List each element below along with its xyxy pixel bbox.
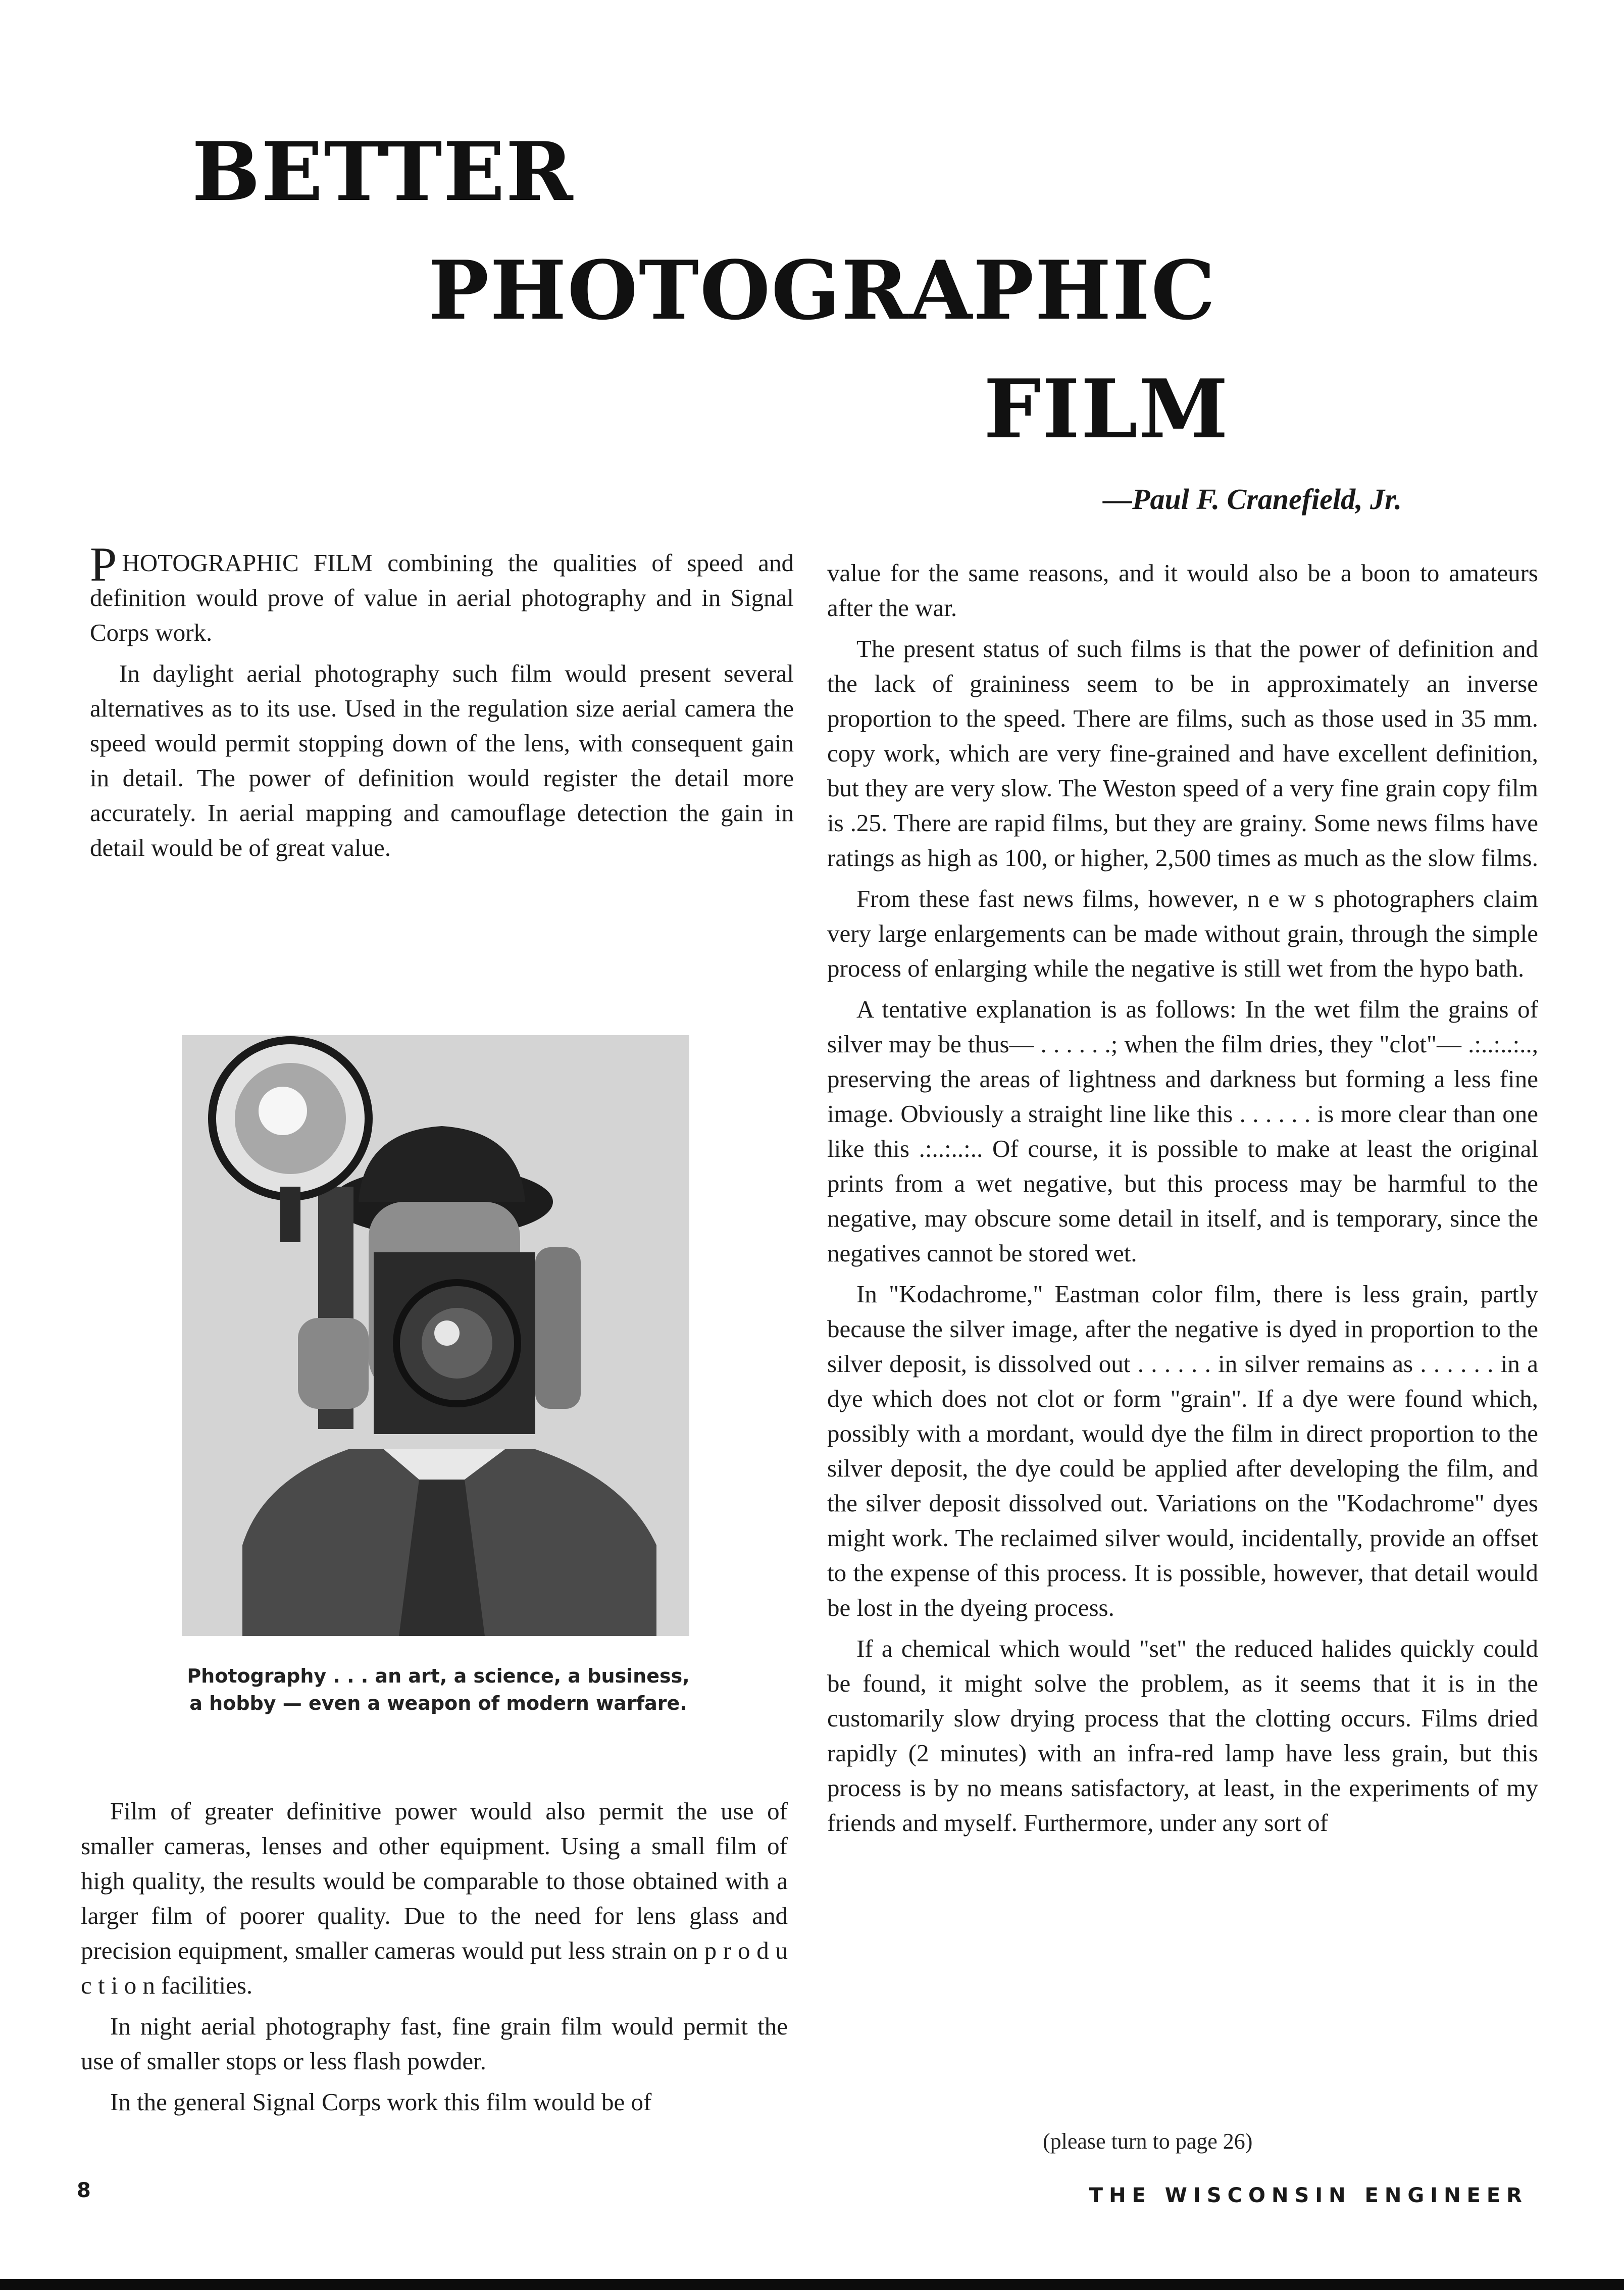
paragraph: In the general Signal Corps work this film would be of	[110, 2088, 652, 2116]
page-number: 8	[77, 2179, 91, 2202]
left-column-bottom	[81, 1794, 788, 2125]
right-column	[827, 555, 1538, 1846]
opening-paragraph	[90, 537, 794, 650]
photo-illustration	[182, 1035, 689, 1636]
left-column-top	[90, 537, 794, 871]
opening-paragraph-text: HOTOGRAPHIC FILM combining the qualities of speed and definition would prove of value in aerial photography and in Signal Corps work.	[90, 549, 794, 646]
bottom-rule	[0, 2279, 1624, 2290]
paragraph: If a chemical which would "set" the reduced halides quickly could be found, it might solve the problem, as it seems that it is in the customarily slow drying process that the clotting occurs. Films dried rapidly (2 minutes) with an infra-red lamp have less grain, but this process is by no means satisfactory, at least, in the experiments of my friends and myself. Furthermore, under any sort of	[827, 1635, 1538, 1837]
paragraph: In daylight aerial photography such film would present several alternatives as to its use. Used in the regulation size aerial camera the speed would permit stopping down of the lens, with consequent gain in detail. The power of definition would register the detail more accurately. In aerial mapping and camouflage detection the gain in detail would be of great value.	[90, 659, 794, 861]
paragraph: The present status of such films is that the power of definition and the lack of graininess seem to be in approximately an inverse proportion to the speed. There are films, such as those used in 35 mm. copy work, which are very fine-grained and have excellent definition, but they are very slow. The Weston speed of a very fine grain copy film is .25. There are rapid films, but they are grainy. Some news films have ratings as high as 100, or higher, 2,500 times as much as the slow films.	[827, 635, 1538, 872]
paragraph: Film of greater definitive power would also permit the use of smaller cameras, lenses and other equipment. Using a small film of high quality, the results would be comparable to those obtained with a larger film of poorer quality. Due to the need for lens glass and precision equipment, smaller cameras would put less strain on p r o d u c t i o n facilities.	[81, 1797, 788, 1999]
photograph-man-with-camera	[182, 1035, 689, 1636]
paragraph: From these fast news films, however, n e w s photographers claim very large enlargements can be made without grain, through the simple process of enlarging while the negative is still wet from the hypo bath.	[827, 885, 1538, 982]
paragraph: In night aerial photography fast, fine grain film would permit the use of smaller stops or less flash powder.	[81, 2012, 788, 2075]
continuation-note: (please turn to page 26)	[1043, 2129, 1253, 2154]
paragraph: A tentative explanation is as follows: In the wet film the grains of silver may be thus— . . . . . .; when the film dries, they "clot"— .:..:..:.., preserving the areas of lightness and darkness but forming a less fine image. Obviously a straight line like this . . . . . . is more clear than one like this .:..:..:.. Of course, it is possible to make at least the original prints from a wet negative, but this process may be harmful to the negative, may obscure some detail in itself, and is temporary, since the negatives cannot be stored wet.	[827, 995, 1538, 1267]
drop-cap: P	[90, 537, 117, 591]
paragraph: value for the same reasons, and it would also be a boon to amateurs after the war.	[827, 559, 1538, 622]
photo-caption: Photography . . . an art, a science, a business, a hobby — even a weapon of modern warfare.	[187, 1665, 690, 1714]
publication-footer: THE WISCONSIN ENGINEER	[1089, 2184, 1528, 2207]
title-line-3: FILM	[984, 362, 1230, 456]
paragraph: In "Kodachrome," Eastman color film, there is less grain, partly because the silver image, after the negative is dyed in proportion to the silver deposit, is dissolved out . . . . . . in silver remains as . . . . . . in a dye which does not clot or form "grain". If a dye were found which, possibly with a mordant, would dye the film in direct proportion to the silver deposit, the dye could be applied after developing the film, and the silver deposit dissolved out. Variations on the "Kodachrome" dyes might work. The reclaimed silver would, incidentally, provide an offset to the expense of this process. It is possible, however, that detail would be lost in the dyeing process.	[827, 1280, 1538, 1621]
author-byline: —Paul F. Cranefield, Jr.	[1103, 483, 1402, 516]
title-line-2: PHOTOGRAPHIC	[428, 243, 1216, 338]
title-line-1: BETTER	[192, 124, 574, 219]
